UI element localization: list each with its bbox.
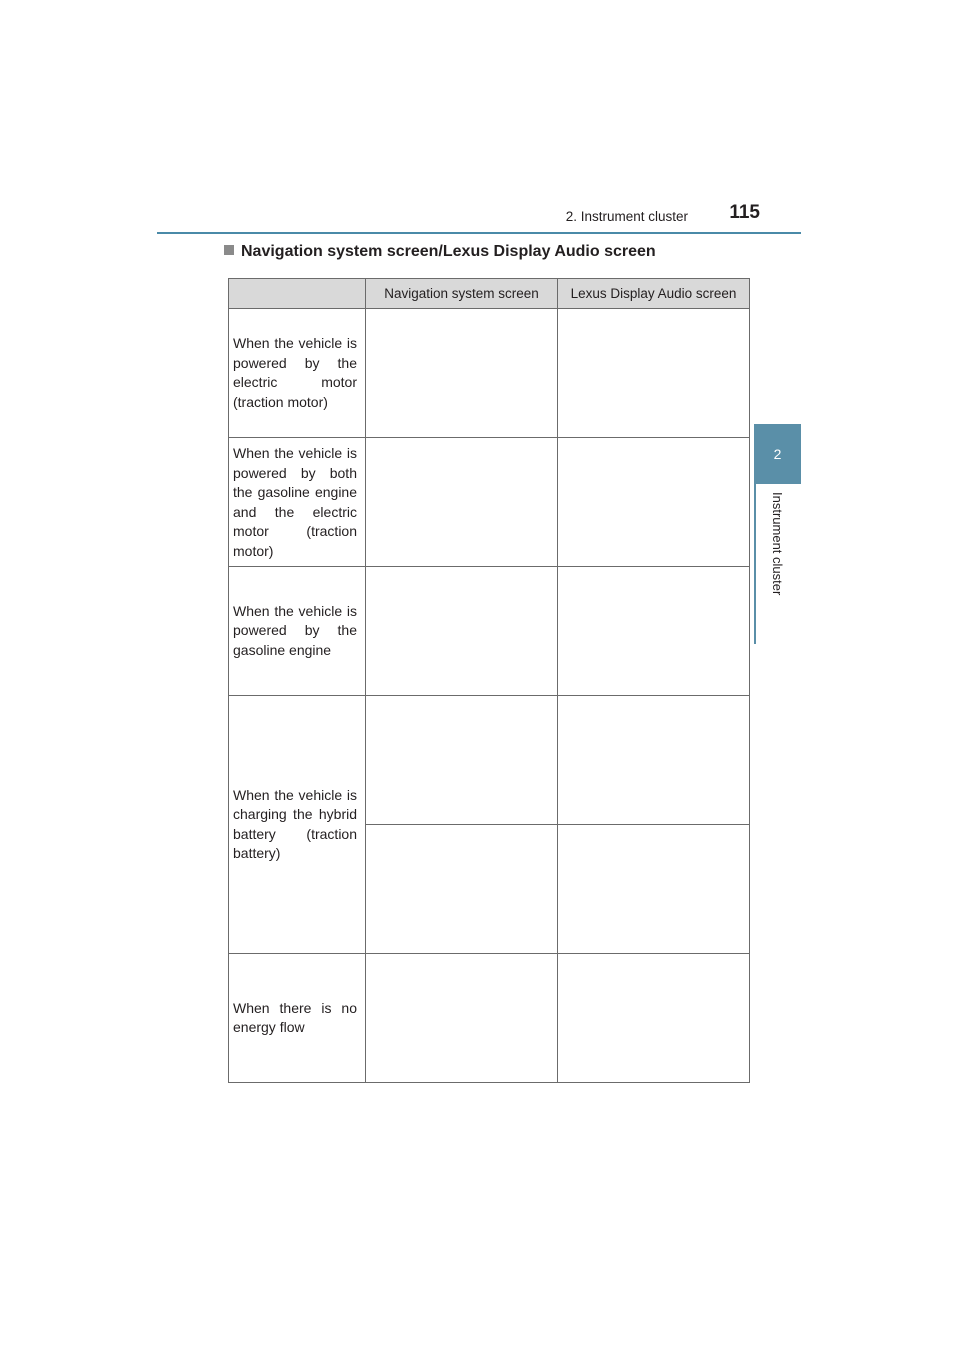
display-audio-image-cell — [558, 954, 750, 1083]
row-label: When there is no energy flow — [229, 954, 366, 1083]
header-rule — [157, 232, 801, 234]
navigation-screen-image-cell — [366, 696, 558, 825]
navigation-screen-image-cell — [366, 954, 558, 1083]
header-cell-condition — [229, 279, 366, 309]
row-label: When the vehicle is powered by the electric motor (traction motor) — [229, 309, 366, 438]
table-row — [229, 438, 750, 567]
display-audio-image-cell — [558, 438, 750, 567]
header-cell-lexus-display-audio: Lexus Display Audio screen — [558, 279, 750, 309]
running-header-section: 2. Instrument cluster — [565, 209, 688, 224]
table-row — [229, 696, 750, 825]
navigation-screen-image-cell — [366, 438, 558, 567]
navigation-screen-image-cell — [366, 309, 558, 438]
display-audio-image-cell — [558, 567, 750, 696]
display-audio-image-cell — [558, 696, 750, 825]
chapter-side-label: Instrument cluster — [770, 492, 785, 596]
display-audio-image-cell — [558, 825, 750, 954]
navigation-screen-image-cell — [366, 825, 558, 954]
display-audio-image-cell — [558, 309, 750, 438]
page-number: 115 — [729, 202, 760, 223]
section-heading-text: Navigation system screen/Lexus Display Audio screen — [241, 243, 656, 260]
header-cell-navigation-screen: Navigation system screen — [366, 279, 558, 309]
energy-monitor-table — [228, 278, 750, 1083]
chapter-side-line — [754, 484, 756, 644]
row-label: When the vehicle is charging the hybrid battery (traction battery) — [229, 696, 366, 954]
table-row — [229, 309, 750, 438]
row-label: When the vehicle is powered by the gasoline engine — [229, 567, 366, 696]
navigation-screen-image-cell — [366, 567, 558, 696]
chapter-side — [754, 484, 801, 654]
row-label: When the vehicle is powered by both the gasoline engine and the electric motor (traction motor) — [229, 438, 366, 567]
table-row — [229, 567, 750, 696]
table-row — [229, 954, 750, 1083]
section-heading — [224, 243, 656, 261]
table-header-row — [229, 279, 750, 309]
square-bullet-icon — [224, 245, 234, 255]
chapter-tab-number: 2 — [754, 424, 801, 484]
